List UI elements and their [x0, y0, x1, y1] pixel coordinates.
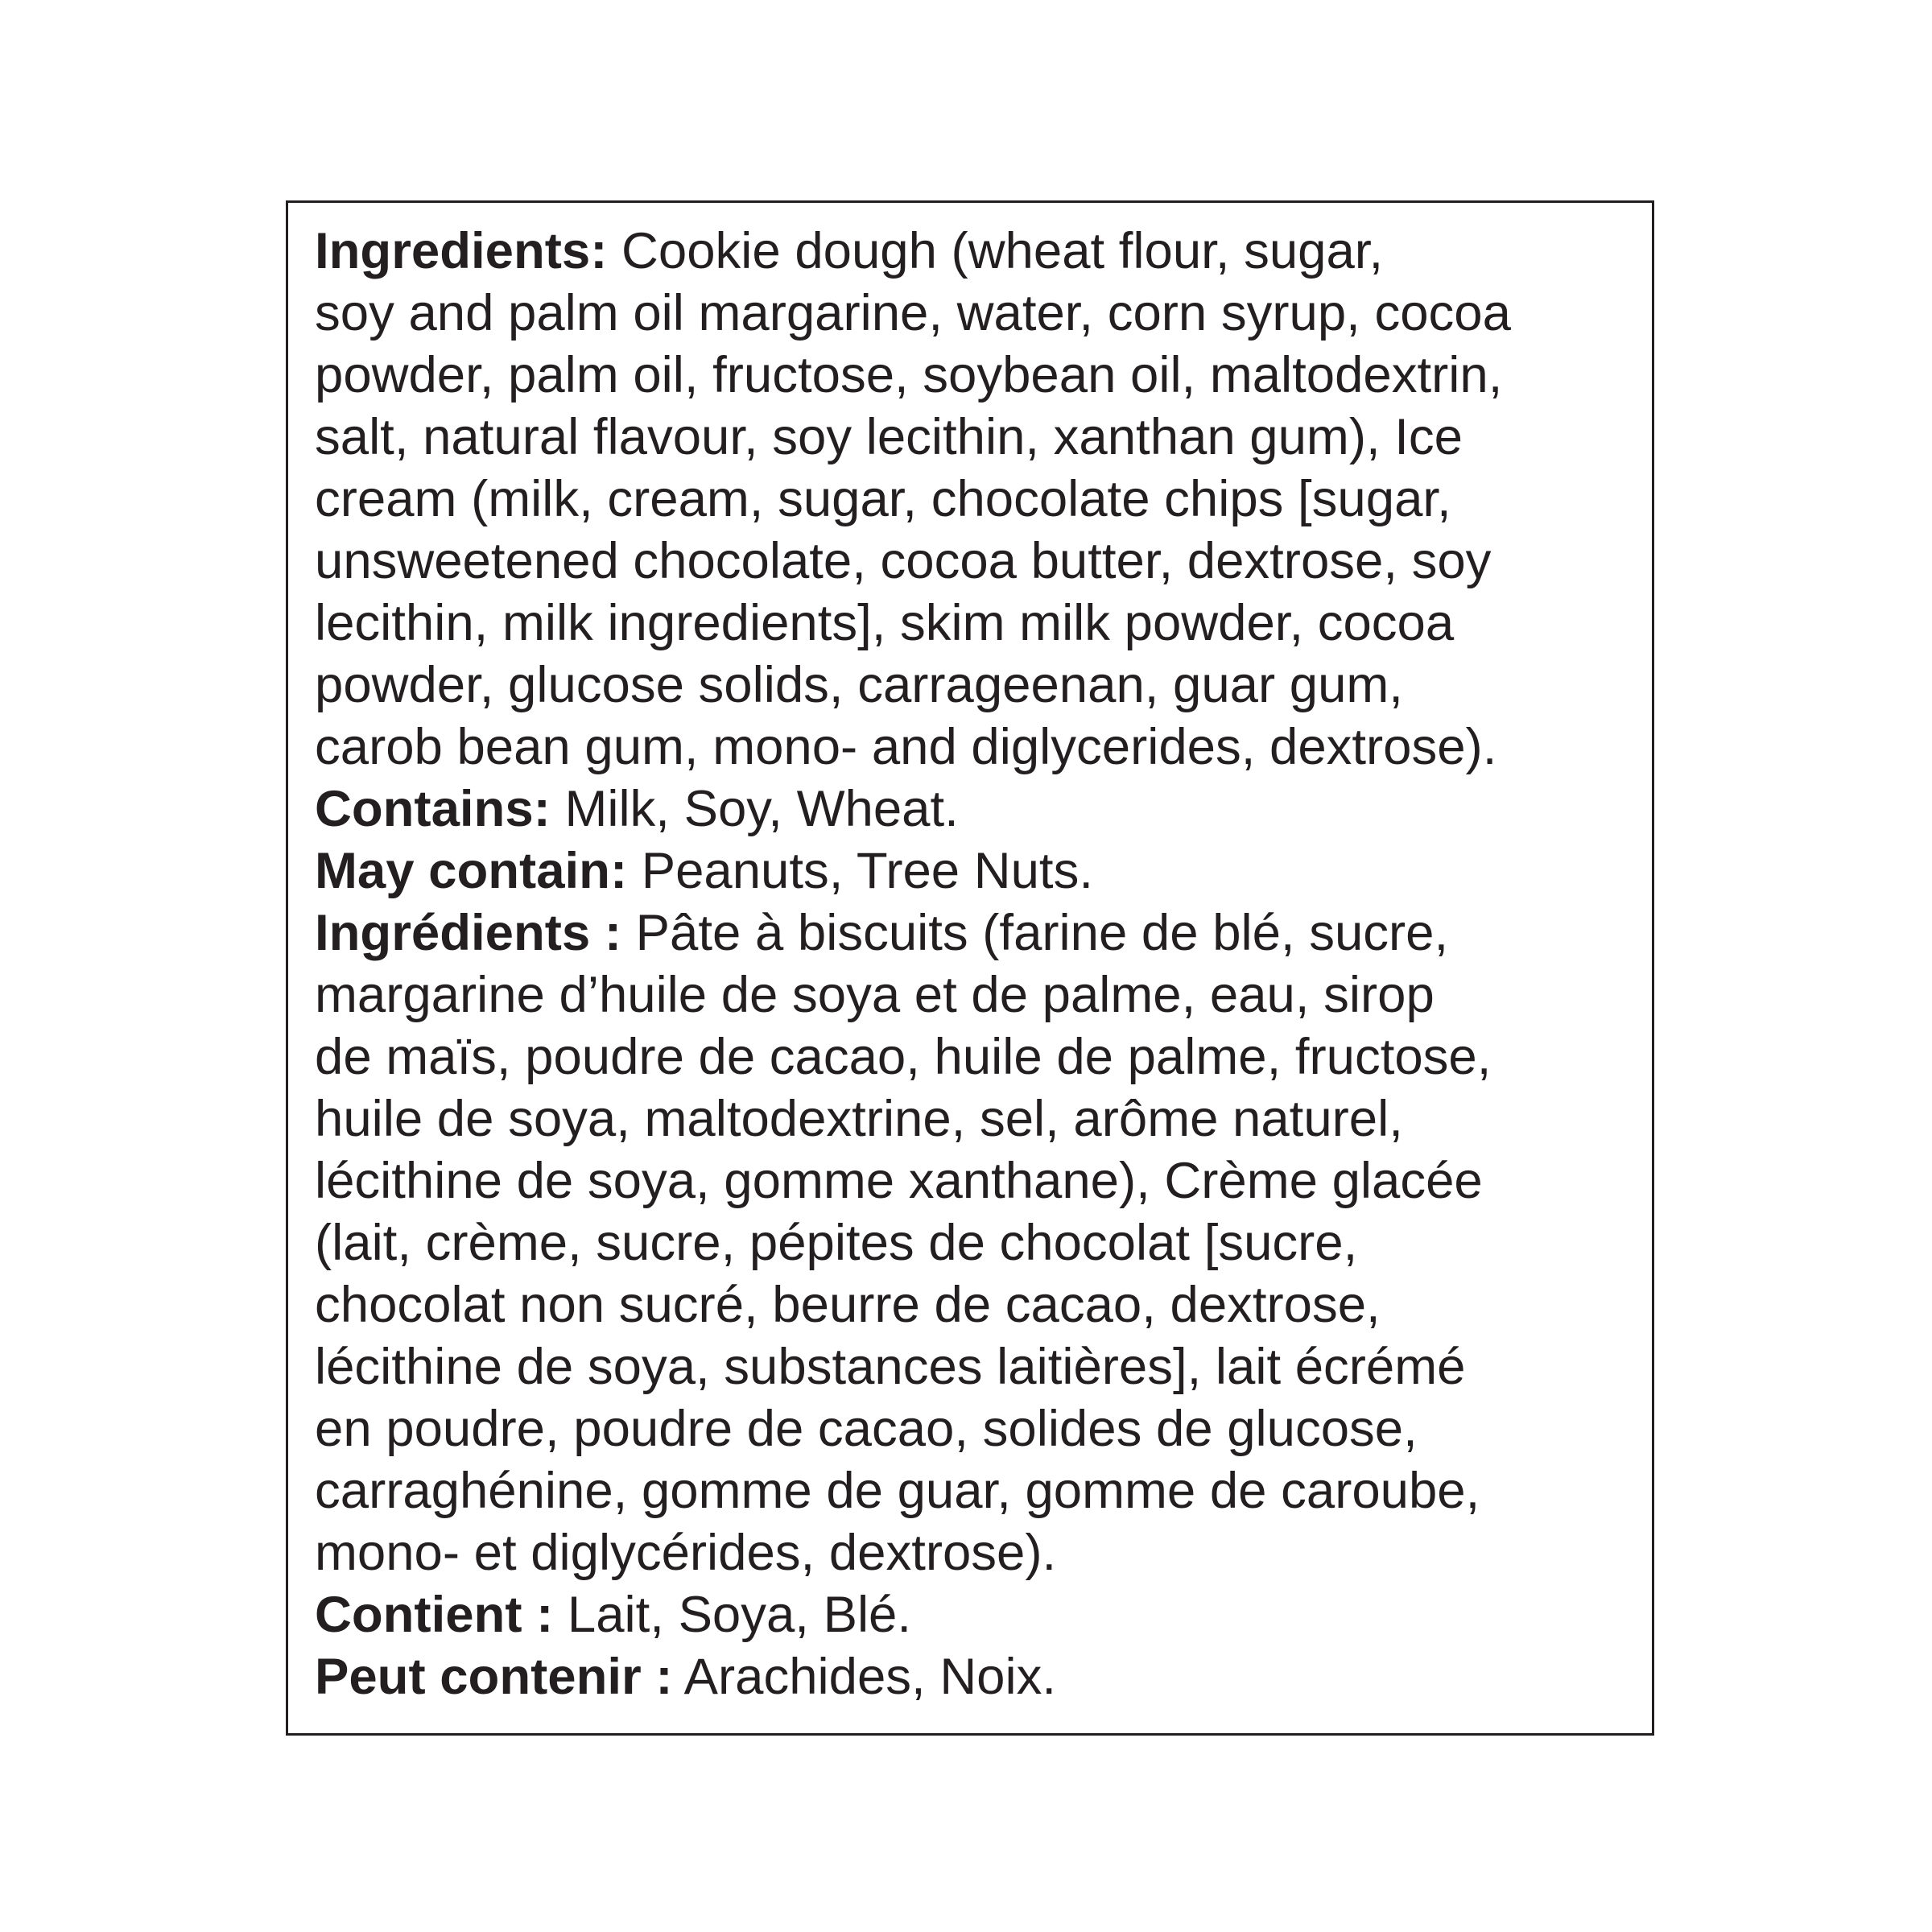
ingredients-en-line-9: [315, 716, 1651, 778]
ingredients-fr-line-7: [315, 1274, 1651, 1336]
line-text: lécithine de soya, substances laitières], lait écrémé: [315, 1339, 1466, 1395]
ingredients-fr-line-10: [315, 1460, 1651, 1522]
ingredients-fr-line-11: [315, 1522, 1651, 1584]
ingredients-en-line-1: [315, 221, 1651, 283]
line-text: soy and palm oil margarine, water, corn syrup, cocoa: [315, 285, 1511, 341]
ingredients-en-heading: Ingredients:: [315, 223, 608, 279]
line-text: carraghénine, gomme de guar, gomme de caroube,: [315, 1463, 1480, 1519]
ingredients-fr-line-2: [315, 964, 1651, 1026]
ingredients-fr-line-8: [315, 1336, 1651, 1398]
line-text: carob bean gum, mono- and diglycerides, dextrose).: [315, 719, 1497, 775]
line-text: salt, natural flavour, soy lecithin, xanthan gum), Ice: [315, 409, 1463, 465]
line-text: Cookie dough (wheat flour, sugar,: [607, 223, 1384, 279]
line-text: powder, palm oil, fructose, soybean oil, maltodextrin,: [315, 347, 1503, 403]
line-text: Milk, Soy, Wheat.: [550, 781, 959, 837]
ingredients-fr-line-4: [315, 1088, 1651, 1150]
ingredients-fr-line-5: [315, 1150, 1651, 1212]
ingredients-fr-heading: Ingrédients :: [315, 905, 622, 961]
line-text: mono- et diglycérides, dextrose).: [315, 1525, 1057, 1581]
line-text: (lait, crème, sucre, pépites de chocolat [sucre,: [315, 1215, 1358, 1271]
line-text: de maïs, poudre de cacao, huile de palme, fructose,: [315, 1029, 1492, 1085]
line-text: en poudre, poudre de cacao, solides de glucose,: [315, 1401, 1418, 1457]
ingredients-fr-line-3: [315, 1026, 1651, 1088]
ingredients-en-line-3: [315, 345, 1651, 407]
ingredients-label-box: [286, 200, 1654, 1736]
line-text: Lait, Soya, Blé.: [553, 1587, 912, 1643]
line-text: Arachides, Noix.: [672, 1649, 1056, 1705]
contains-fr-line: [315, 1584, 1651, 1646]
may-contain-fr-line: [315, 1646, 1651, 1708]
ingredients-en-line-2: [315, 283, 1651, 345]
line-text: unsweetened chocolate, cocoa butter, dextrose, soy: [315, 533, 1492, 589]
line-text: lécithine de soya, gomme xanthane), Crème glacée: [315, 1153, 1483, 1209]
ingredients-fr-line-6: [315, 1212, 1651, 1274]
ingredients-fr-line-1: [315, 902, 1651, 964]
line-text: Peanuts, Tree Nuts.: [627, 843, 1093, 899]
may-contain-en-heading: May contain:: [315, 843, 628, 899]
ingredients-en-line-6: [315, 530, 1651, 592]
line-text: chocolat non sucré, beurre de cacao, dextrose,: [315, 1277, 1381, 1333]
line-text: cream (milk, cream, sugar, chocolate chips [sugar,: [315, 471, 1451, 527]
ingredients-en-line-8: [315, 654, 1651, 716]
ingredients-en-line-4: [315, 407, 1651, 469]
contains-en-line: [315, 778, 1651, 840]
line-text: margarine d’huile de soya et de palme, eau, sirop: [315, 967, 1435, 1023]
line-text: powder, glucose solids, carrageenan, guar gum,: [315, 657, 1403, 713]
line-text: lecithin, milk ingredients], skim milk powder, cocoa: [315, 595, 1455, 651]
may-contain-en-line: [315, 840, 1651, 902]
ingredients-en-line-5: [315, 469, 1651, 530]
contains-en-heading: Contains:: [315, 781, 551, 837]
line-text: Pâte à biscuits (farine de blé, sucre,: [621, 905, 1449, 961]
ingredients-en-line-7: [315, 592, 1651, 654]
contains-fr-heading: Contient :: [315, 1587, 554, 1643]
ingredients-fr-line-9: [315, 1398, 1651, 1460]
line-text: huile de soya, maltodextrine, sel, arôme naturel,: [315, 1091, 1403, 1147]
ingredients-text-block: [315, 221, 1651, 1708]
may-contain-fr-heading: Peut contenir :: [315, 1649, 673, 1705]
